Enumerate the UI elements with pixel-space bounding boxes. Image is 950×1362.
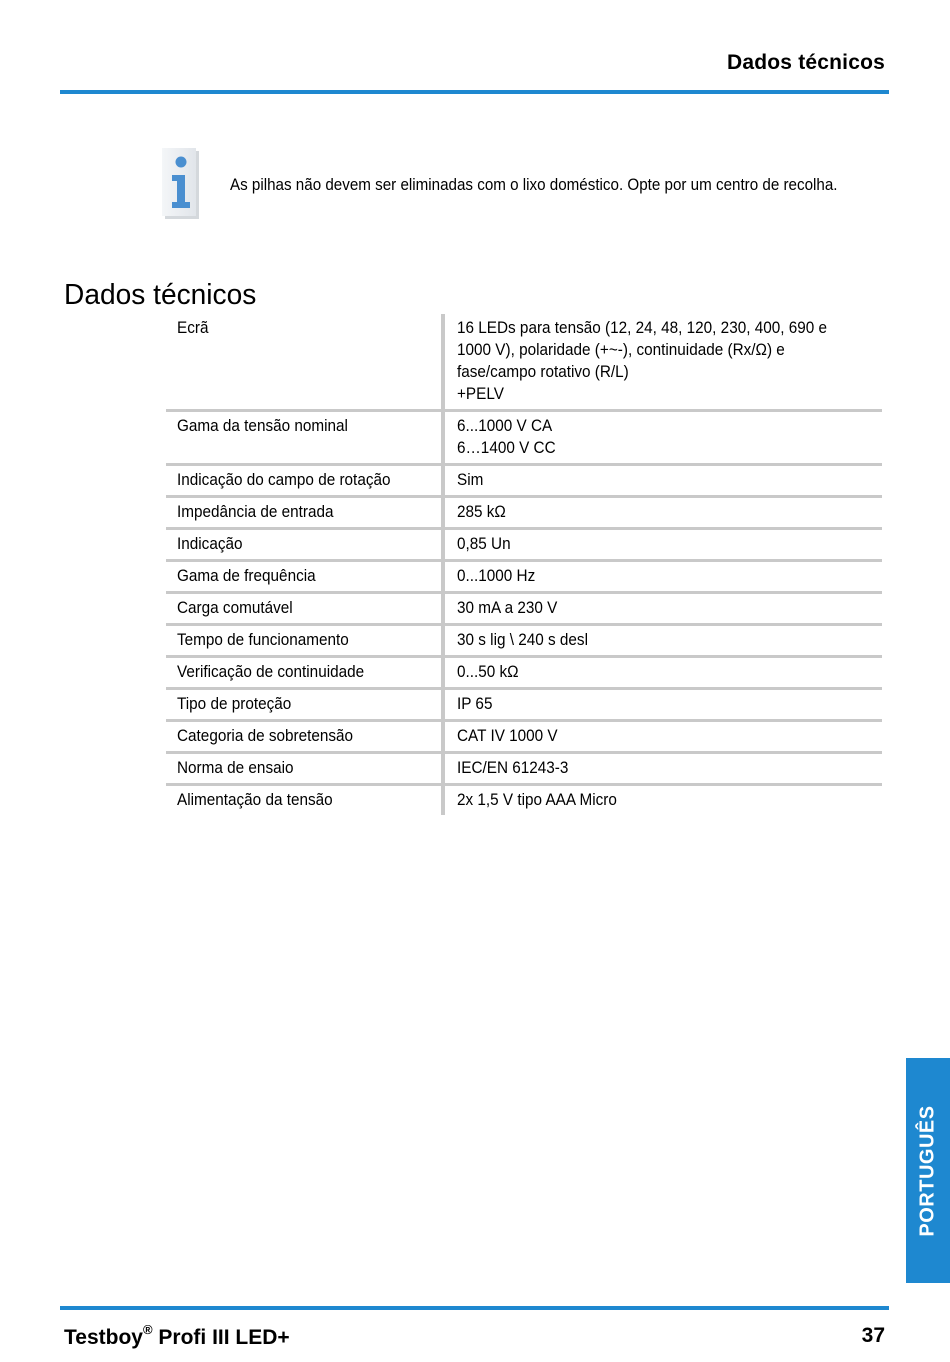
spec-label: Alimentação da tensão (166, 786, 445, 815)
spec-value: 0...50 kΩ (457, 662, 519, 681)
tech-specs-table (166, 314, 882, 815)
spec-label: Gama da tensão nominal (166, 412, 445, 463)
spec-label: Indicação do campo de rotação (166, 466, 445, 495)
section-heading: Dados técnicos (64, 279, 257, 311)
table-row (166, 722, 882, 754)
spec-label: Norma de ensaio (166, 754, 445, 783)
page-header-title: Dados técnicos (726, 51, 885, 74)
spec-value: Sim (457, 470, 484, 489)
spec-value: IP 65 (457, 694, 493, 713)
registered-mark: ® (142, 1322, 153, 1337)
page-number: 37 (861, 1324, 885, 1347)
spec-label: Carga comutável (166, 594, 445, 623)
language-tab (906, 1058, 950, 1283)
footer-model: Profi III LED+ (158, 1326, 290, 1349)
language-tab-label: PORTUGUÊS (916, 1104, 939, 1237)
table-row (166, 594, 882, 626)
footer-product-name (64, 1324, 290, 1350)
spec-label: Tempo de funcionamento (166, 626, 445, 655)
info-icon (162, 148, 200, 220)
spec-value: 16 LEDs para tensão (12, 24, 48, 120, 230, 400, 690 e 1000 V), polaridade (+~-), continuidade (Rx/Ω) e fase/campo rotativo (R/L) +PELV (457, 318, 828, 403)
spec-value: 285 kΩ (457, 502, 506, 521)
spec-value: 2x 1,5 V tipo AAA Micro (457, 790, 617, 809)
spec-value: 0,85 Un (457, 534, 511, 553)
spec-label: Verificação de continuidade (166, 658, 445, 687)
table-row (166, 412, 882, 466)
table-row (166, 562, 882, 594)
spec-label: Indicação (166, 530, 445, 559)
spec-label: Impedância de entrada (166, 498, 445, 527)
table-row (166, 658, 882, 690)
footer-brand: Testboy (64, 1326, 143, 1349)
spec-value: 30 s lig \ 240 s desl (457, 630, 588, 649)
footer-divider (60, 1306, 889, 1310)
table-row (166, 786, 882, 815)
table-row (166, 690, 882, 722)
battery-disposal-note: As pilhas não devem ser eliminadas com o lixo doméstico. Opte por um centro de recolha. (230, 176, 838, 194)
spec-value: 0...1000 Hz (457, 566, 536, 585)
header-divider (60, 90, 889, 94)
table-row (166, 314, 882, 412)
spec-label: Gama de frequência (166, 562, 445, 591)
table-row (166, 498, 882, 530)
spec-value: 6...1000 V CA 6…1400 V CC (457, 416, 556, 457)
table-row (166, 530, 882, 562)
table-row (166, 754, 882, 786)
spec-label: Categoria de sobretensão (166, 722, 445, 751)
spec-value: CAT IV 1000 V (457, 726, 558, 745)
spec-label: Ecrã (166, 314, 445, 409)
spec-label: Tipo de proteção (166, 690, 445, 719)
table-row (166, 626, 882, 658)
table-row (166, 466, 882, 498)
spec-value: IEC/EN 61243-3 (457, 758, 569, 777)
spec-value: 30 mA a 230 V (457, 598, 558, 617)
